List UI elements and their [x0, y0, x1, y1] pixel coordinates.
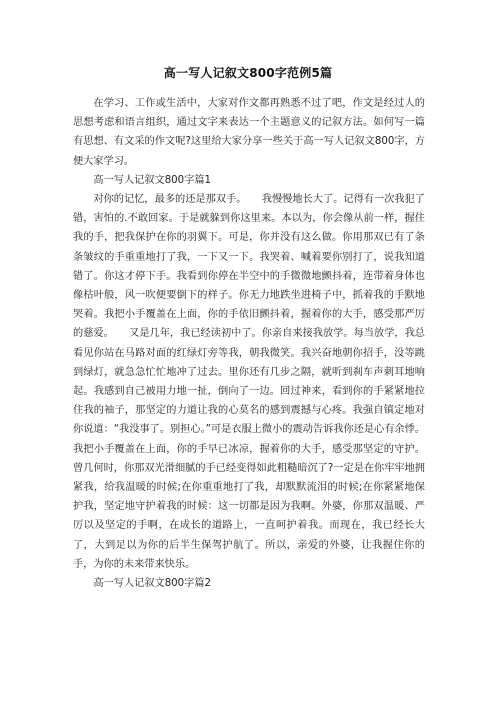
section-heading-2: 高一写人记叙文800字篇2	[93, 578, 212, 590]
section-heading-1: 高一写人记叙文800字篇1	[93, 174, 212, 186]
document-title: 高一写人记叙文800字范例5篇	[163, 66, 333, 80]
document-body	[73, 94, 425, 593]
section-body-1: 对你的记忆，最多的还是那双手。 我慢慢地长大了。记得有一次我犯了错，害怕的.不敢回家。于是就躲到你这里来。本以为，你会像从前一样，握住我的手，把我保护在你的羽翼下。可是，你并没有这么做。你用那双已有了条条皱纹的手重重地打了我，一下又一下。我哭着、喊着要你别打了，说我知道错了。你这才停下手。我看到你停在半空中的手微微地颤抖着，连带着身体也像枯叶般，风一吹便要倒下的样子。你无力地跌坐进椅子中，抓着我的手默地哭着。我把小手覆盖在上面，你的手依旧颤抖着，握着你的大手，感受那严厉的慈爱。 又是几年，我已经读初中了。你亲自来接我放学。每当放学，我总看见你站在马路对面的红绿灯旁等我，朝我微笑。我兴奋地朝你招手，没等跳到绿灯，就急急忙忙地冲了过去。里你还有几步之隔，就听到刹车声刺耳地响起。我感到自己被用力地一扯，倒向了一边。回过神来，看到你的手紧紧地拉住我的袖子，那坚定的力道让我的心莫名的感到震撼与心疼。我强自镇定地对你说道：“我没事了。别担心。”可是衣服上微小的震动告诉我你还是心有余悸。我把小手覆盖在上面，你的手早已冰凉，握着你的大手，感受那坚定的守护。曾几何时，你那双光滑细腻的手已经变得如此粗糙暗沉了?一定是在你牢牢地拥紧我，给我温暖的时候;在你重重地打了我，却默默流泪的时候;在你紧紧地保护我，坚定地守护着我的时候：这一切都是因为我啊。外婆，你那双温暖、严厉以及坚定的手啊，在成长的道路上，一直呵护着我。而现在，我已经长大了，大到足以为你的后半生保驾护航了。所以，亲爱的外婆，让我握住你的手，为你的未来带来快乐。	[73, 194, 425, 570]
intro-paragraph: 在学习、工作或生活中，大家对作文都再熟悉不过了吧，作文是经过人的思想考虑和语言组织，通过文字来表达一个主题意义的记叙方法。如何写一篇有思想、有文采的作文呢?这里给大家分享一些关于高一写人记叙文800字，方便大家学习。	[73, 98, 425, 167]
